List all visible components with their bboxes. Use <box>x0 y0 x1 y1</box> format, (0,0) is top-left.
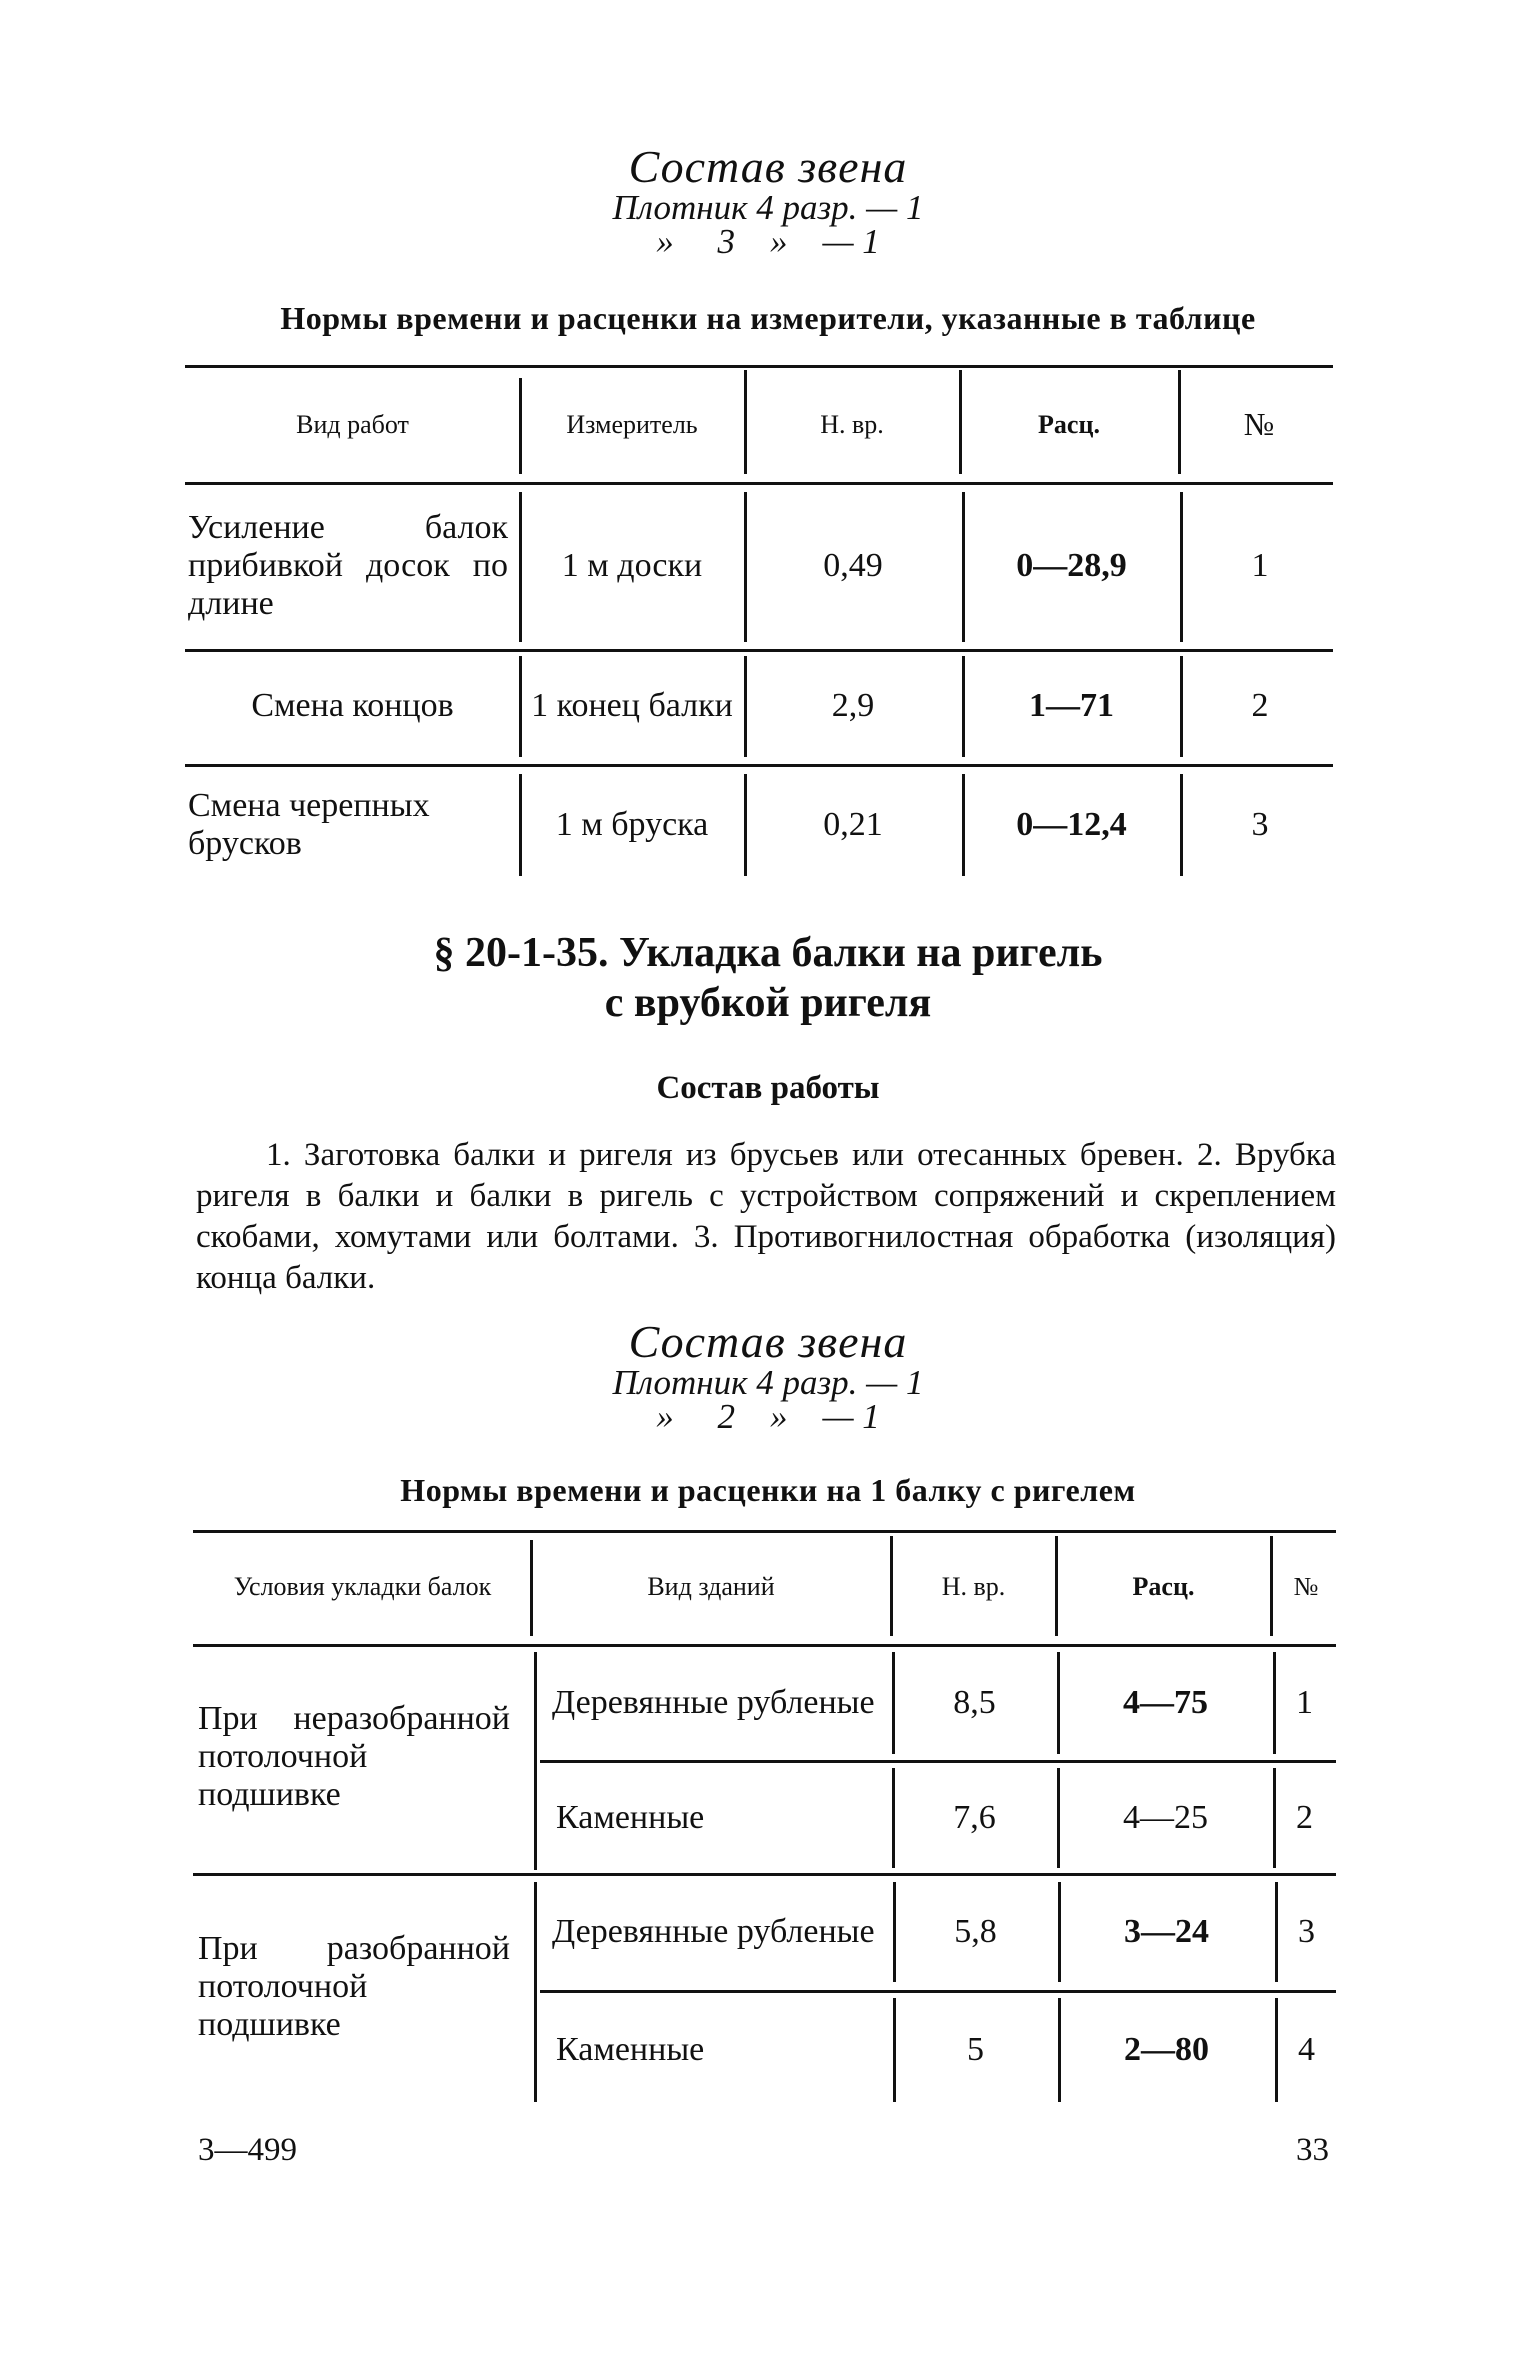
table-cell: Смена черепных брусков <box>188 786 430 862</box>
table-cell: Смена концов <box>251 687 454 725</box>
table-rule <box>1270 1536 1273 1636</box>
table-rule <box>1178 370 1181 474</box>
table-rule <box>890 1536 893 1636</box>
table-cell: Деревянные рубленые <box>552 1912 875 1950</box>
table-rule <box>962 656 965 757</box>
column-header: Измеритель <box>566 410 698 440</box>
table-cell: 1 <box>1296 1683 1313 1721</box>
table-caption: Нормы времени и расценки на измерители, указанные в таблице <box>280 300 1256 336</box>
table-cell: Усиление балок прибивкой досок по длине <box>188 508 508 623</box>
column-header: № <box>1293 1572 1319 1602</box>
table-rule <box>1273 1768 1276 1868</box>
page-number: 33 <box>1296 2132 1329 2168</box>
table-rule <box>962 774 965 876</box>
crew-line: » 3 » — 1 <box>656 222 880 261</box>
table-cell: 0—12,4 <box>1016 805 1127 843</box>
table-cell: 2 <box>1251 687 1269 725</box>
work-heading: Состав работы <box>656 1070 880 1106</box>
table-cell: 2—80 <box>1124 2030 1209 2068</box>
column-header: Н. вр. <box>820 410 884 440</box>
table-rule <box>1057 1768 1060 1868</box>
column-header: Вид работ <box>296 410 409 440</box>
table-cell: 1 м доски <box>561 546 703 584</box>
table-rule <box>1180 492 1183 642</box>
table-rule <box>1057 1652 1060 1754</box>
table-rule <box>959 370 962 474</box>
table-rule <box>534 1882 537 2102</box>
table-rule <box>1273 1652 1276 1754</box>
table-rule <box>185 482 1333 485</box>
table-cell: 2 <box>1296 1798 1313 1836</box>
table-cell: 5,8 <box>954 1912 997 1950</box>
table-rule <box>1058 1998 1061 2102</box>
table-rule <box>193 1873 1336 1876</box>
table-cell: 3 <box>1298 1912 1315 1950</box>
table-rule <box>1275 1998 1278 2102</box>
table-cell: 7,6 <box>953 1798 996 1836</box>
table-rule <box>744 656 747 757</box>
table-cell: Деревянные рубленые <box>552 1683 875 1721</box>
table-rule <box>893 1882 896 1982</box>
table-rule <box>1055 1536 1058 1636</box>
column-header: Условия укладки балок <box>233 1572 492 1602</box>
condition-cell: При разобранной потолочной подшивке <box>198 1930 510 2044</box>
table-rule <box>519 492 522 642</box>
table-rule <box>519 774 522 876</box>
table-rule <box>892 1652 895 1754</box>
column-header: № <box>1243 406 1275 443</box>
table-rule <box>534 1652 537 1870</box>
table-rule <box>519 378 522 474</box>
table-cell: 0—28,9 <box>1016 546 1127 584</box>
table-rule <box>1180 656 1183 757</box>
table-rule <box>1058 1882 1061 1982</box>
table-cell: 4—25 <box>1123 1798 1208 1836</box>
table-rule <box>893 1998 896 2102</box>
table-rule <box>185 649 1333 652</box>
footer-signature: 3—499 <box>198 2132 297 2168</box>
table-cell: 5 <box>967 2030 984 2068</box>
table-cell: Каменные <box>556 1798 705 1836</box>
table-rule <box>892 1768 895 1868</box>
table-rule <box>962 492 965 642</box>
table-cell: 8,5 <box>953 1683 996 1721</box>
table-caption: Нормы времени и расценки на 1 балку с ригелем <box>400 1472 1136 1508</box>
table-cell: 0,21 <box>823 805 883 843</box>
column-header: Расц. <box>1132 1572 1195 1602</box>
crew-line: Плотник 4 разр. — 1 <box>612 188 924 227</box>
table-rule <box>540 1990 1336 1993</box>
table-rule <box>519 656 522 757</box>
column-header: Н. вр. <box>941 1572 1006 1602</box>
table-rule <box>744 492 747 642</box>
table-cell: 0,49 <box>823 546 883 584</box>
condition-cell: При неразобранной потолочной подшивке <box>198 1700 510 1814</box>
table-rule <box>193 1530 1336 1533</box>
table-rule <box>540 1760 1336 1763</box>
table-cell: 1 <box>1251 546 1269 584</box>
crew-line: » 2 » — 1 <box>656 1397 880 1436</box>
table-cell: Каменные <box>556 2030 705 2068</box>
table-cell: 1 м бруска <box>555 805 709 843</box>
table-rule <box>530 1540 533 1636</box>
table-cell: 3—24 <box>1124 1912 1209 1950</box>
table-cell: 4—75 <box>1123 1683 1208 1721</box>
table-rule <box>193 1644 1336 1647</box>
work-description: 1. Заготовка балки и ригеля из брусьев или отесанных бревен. 2. Врубка ригеля в балки и балки в ригель с устройством сопряжений и скреплением скобами, хомутами или болтами. 3. Противогнилостная обработка (изоляция) конца балки. <box>196 1137 1336 1296</box>
crew-title: Состав звена <box>628 1316 908 1367</box>
table-cell: 1 конец балки <box>531 687 733 725</box>
table-rule <box>744 370 747 474</box>
table-cell: 2,9 <box>831 687 875 725</box>
crew-line: Плотник 4 разр. — 1 <box>612 1363 924 1402</box>
crew-title: Состав звена <box>628 141 908 192</box>
table-cell: 3 <box>1251 805 1269 843</box>
table-rule <box>185 764 1333 767</box>
section-title: § 20-1-35. Укладка балки на ригель <box>433 930 1103 976</box>
table-rule <box>744 774 747 876</box>
column-header: Расц. <box>1038 410 1100 440</box>
table-cell: 1—71 <box>1029 687 1114 725</box>
table-rule <box>185 365 1333 368</box>
section-title: с врубкой ригеля <box>604 980 932 1026</box>
table-cell: 4 <box>1298 2030 1315 2068</box>
table-rule <box>1275 1882 1278 1982</box>
table-rule <box>1180 774 1183 876</box>
column-header: Вид зданий <box>647 1572 775 1602</box>
